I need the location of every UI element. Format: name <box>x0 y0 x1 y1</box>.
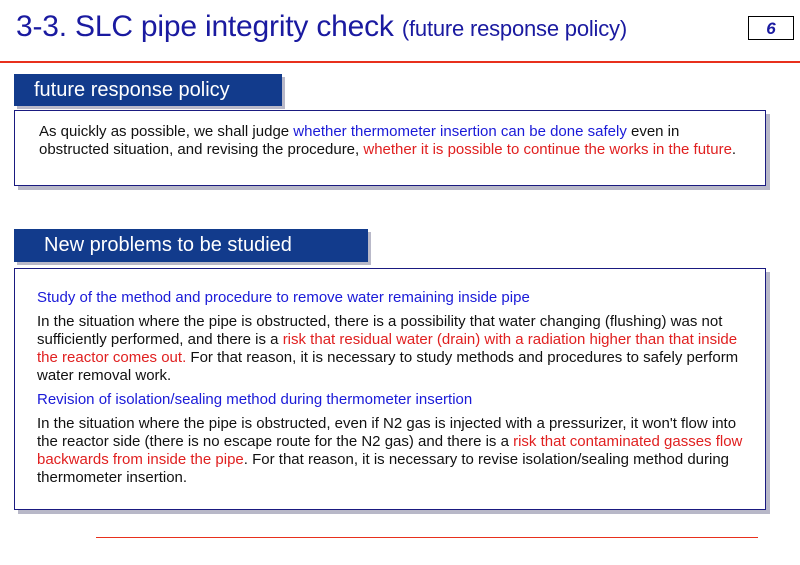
problem-1-text <box>37 313 745 385</box>
problem-1-text-a: In the situation where the pipe is obstructed, there is a possibility that water changing (flushing) was not sufficiently performed, and there is a <box>37 313 723 348</box>
problem-2-title: Revision of isolation/sealing method during thermometer insertion <box>37 391 473 408</box>
title-main: 3-3. SLC pipe integrity check <box>16 10 394 43</box>
problem-2-text-c: . For that reason, it is necessary to revise isolation/sealing method during thermometer insertion. <box>37 451 730 486</box>
problem-1-highlight-red: risk that residual water (drain) with a radiation higher than that inside the reactor comes out. <box>37 331 738 366</box>
policy-highlight-blue: whether thermometer insertion can be done safely <box>293 123 627 140</box>
policy-text-2: even in obstructed situation, and revising the procedure, <box>39 123 680 158</box>
page-title <box>16 10 627 44</box>
future-policy-box <box>14 110 766 186</box>
page-number: 6 <box>748 16 794 40</box>
policy-text-3: . <box>731 141 737 158</box>
policy-highlight-red: whether it is possible to continue the works in the future <box>363 141 732 158</box>
future-policy-text <box>39 123 743 159</box>
problem-1-text-c: For that reason, it is necessary to study methods and procedures to safely perform water removal work. <box>37 349 739 384</box>
policy-text-1: As quickly as possible, we shall judge <box>39 123 294 140</box>
problem-2-highlight-red: risk that contaminated gasses flow backwards from inside the pipe <box>37 433 743 468</box>
problem-2-text-a: In the situation where the pipe is obstructed, even if N2 gas is injected with a pressurizer, it won't flow into the reactor side (there is no escape route for the N2 gas) and there is a <box>37 415 737 450</box>
title-subtitle: (future response policy) <box>401 16 627 41</box>
problem-1-title: Study of the method and procedure to remove water remaining inside pipe <box>37 289 530 306</box>
problem-2-text <box>37 415 745 487</box>
bottom-divider <box>96 537 758 538</box>
top-divider <box>0 61 800 63</box>
section-header-new-problems: New problems to be studied <box>14 229 368 262</box>
new-problems-box <box>14 268 766 510</box>
section-header-future-policy: future response policy <box>14 74 282 106</box>
